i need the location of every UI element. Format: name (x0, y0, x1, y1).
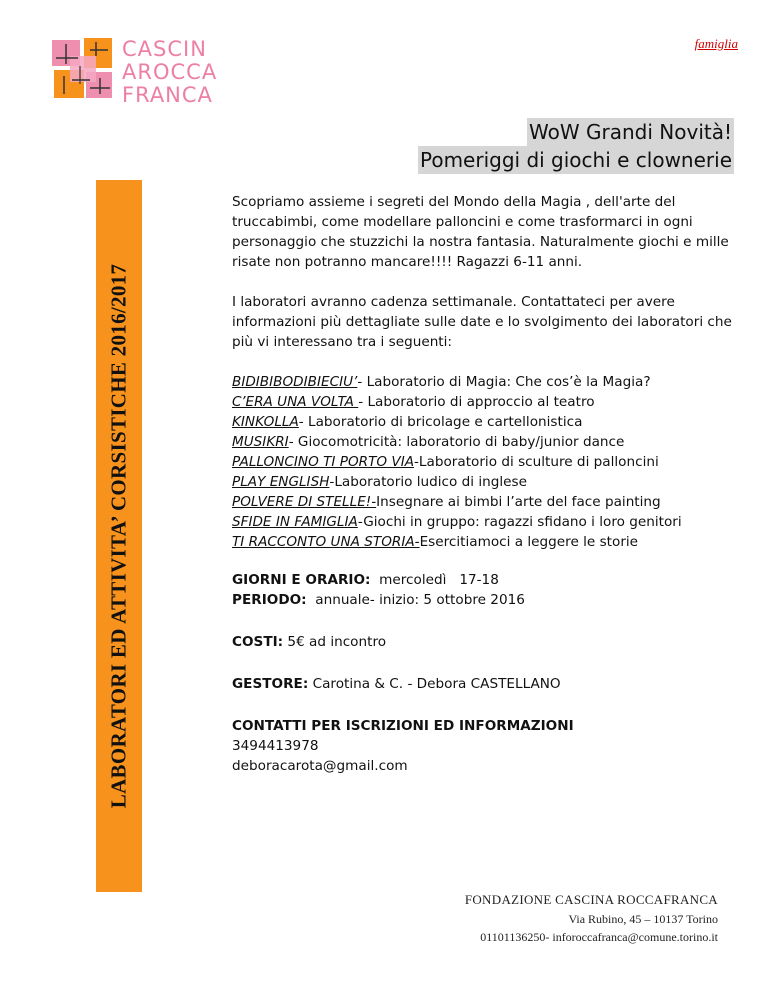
schedule-paragraph: I laboratori avranno cadenza settimanale. Contattateci per avere informazioni più dettagliate sulle date e lo svolgimento dei laboratori che più vi interessano tra i seguenti: (232, 294, 732, 350)
contact-email[interactable]: deboracarota@gmail.com (232, 758, 408, 774)
info-cost (232, 632, 742, 652)
lab-name: BIDIBIBODIBIECIU’ (232, 374, 358, 390)
headline-line-1: WoW Grandi Novità! (529, 120, 732, 144)
lab-desc: -Giochi in gruppo: ragazzi sfidano i loro genitori (357, 514, 682, 530)
lab-name: C’ERA UNA VOLTA (232, 394, 359, 410)
contacts-label: CONTATTI PER ISCRIZIONI ED INFORMAZIONI (232, 718, 574, 734)
lab-name: KINKOLLA (232, 414, 299, 430)
lab-desc: Esercitiamoci a leggere le storie (419, 534, 639, 550)
period-value: annuale- inizio: 5 ottobre 2016 (306, 592, 525, 608)
lab-desc: Insegnare ai bimbi l’arte del face painting (376, 494, 661, 510)
footer (465, 890, 718, 946)
lab-name: POLVERE DI STELLE!- (232, 494, 377, 510)
logo-line-1: CASCIN (122, 37, 207, 61)
lab-name: PALLONCINO TI PORTO VIA (232, 454, 415, 470)
list-item (232, 472, 742, 492)
logo-line-2: AROCCA (122, 60, 218, 84)
footer-org: FONDAZIONE CASCINA ROCCAFRANCA (464, 892, 718, 907)
lab-name: TI RACCONTO UNA STORIA- (232, 534, 420, 550)
list-item (232, 372, 742, 392)
list-item (232, 432, 742, 452)
labs-list (232, 372, 742, 552)
info-manager (232, 674, 742, 694)
headline-line-2: Pomeriggi di giochi e clownerie (419, 148, 732, 172)
headline (418, 118, 734, 174)
logo-mark-icon (50, 36, 116, 102)
logo (50, 36, 230, 108)
list-item (232, 412, 742, 432)
cost-value: 5€ ad incontro (283, 634, 387, 650)
lab-name: PLAY ENGLISH (232, 474, 330, 490)
sidebar-title: LABORATORI ED ATTIVITA’ CORSISTICHE 2016/2017 (106, 263, 131, 809)
days-label: GIORNI E ORARIO: (232, 572, 371, 588)
footer-address: Via Rubino, 45 – 10137 Torino (568, 912, 718, 926)
list-item (232, 492, 742, 512)
list-item (232, 512, 742, 532)
days-value: mercoledì 17-18 (370, 572, 499, 588)
lab-desc: - Laboratorio di Magia: Che cos’è la Magia? (357, 374, 651, 390)
lab-desc: - Laboratorio di approccio al teatro (358, 394, 595, 410)
sidebar-banner (96, 180, 142, 892)
logo-wordmark (122, 38, 217, 107)
category-link[interactable]: famiglia (694, 36, 738, 51)
contact-phone[interactable]: 3494413978 (232, 738, 319, 754)
period-label: PERIODO: (232, 592, 307, 608)
list-item (232, 532, 742, 552)
manager-label: GESTORE: (232, 676, 309, 692)
list-item (232, 392, 742, 412)
main-content (232, 192, 742, 776)
lab-desc: - Giocomotricità: laboratorio di baby/junior dance (288, 434, 625, 450)
footer-contact: 01101136250- inforoccafranca@comune.torino.it (480, 930, 718, 944)
lab-desc: -Laboratorio di sculture di palloncini (414, 454, 659, 470)
logo-line-3: FRANCA (122, 83, 213, 107)
lab-name: SFIDE IN FAMIGLIA (232, 514, 358, 530)
lab-desc: - Laboratorio di bricolage e cartellonistica (298, 414, 583, 430)
list-item (232, 452, 742, 472)
cost-label: COSTI: (232, 634, 284, 650)
intro-paragraph: Scopriamo assieme i segreti del Mondo della Magia , dell'arte del truccabimbi, come modellare palloncini e come trasformarci in ogni personaggio che stuzzichi la nostra fantasia. Naturalmente giochi e mille risate non potranno mancare!!!! Ragazzi 6-11 anni. (232, 194, 729, 270)
info-contacts (232, 716, 742, 776)
lab-desc: -Laboratorio ludico di inglese (329, 474, 527, 490)
manager-value: Carotina & C. - Debora CASTELLANO (308, 676, 561, 692)
lab-name: MUSIKRI (232, 434, 289, 450)
info-schedule (232, 570, 742, 610)
